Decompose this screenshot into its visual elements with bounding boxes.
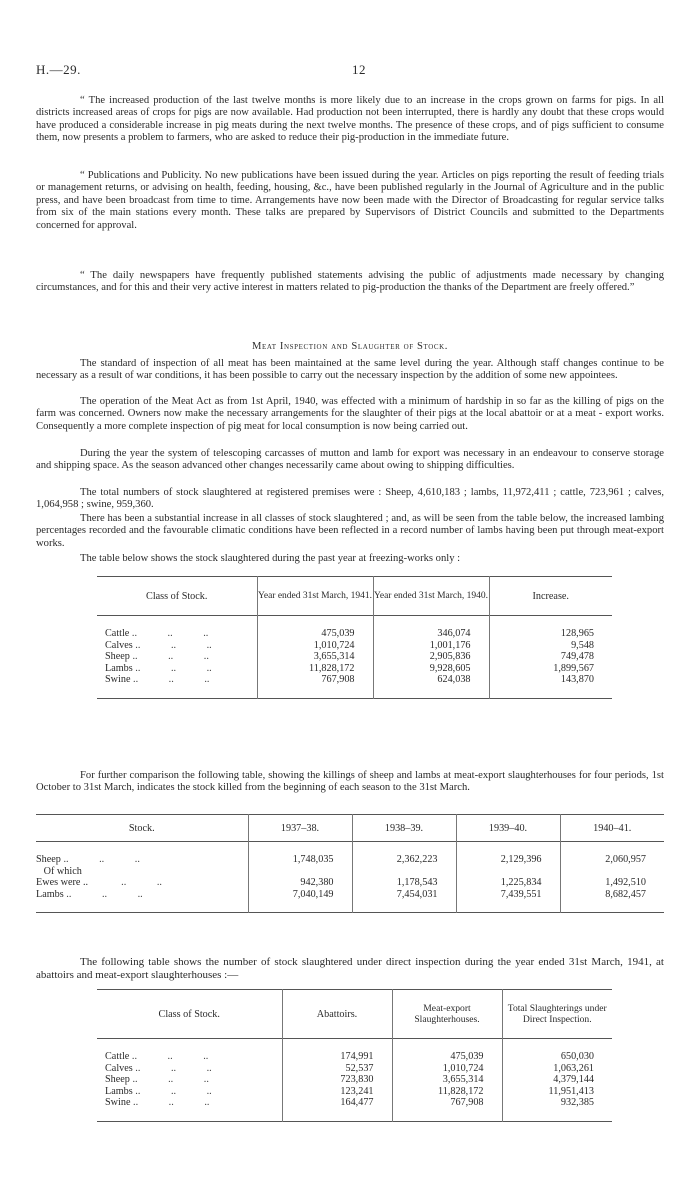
table-direct-inspection xyxy=(97,989,612,1122)
column-header: 1939–40. xyxy=(456,815,560,842)
table-cell: 767,908 xyxy=(257,674,373,686)
paragraph: The following table shows the number of stock slaughtered under direct inspection during the year ended 31st March, 1941, at abattoirs and meat-export slaughterhouses :— xyxy=(36,956,664,982)
leader-dots: .. .. .. xyxy=(135,1062,212,1074)
row-label: Ewes were .. xyxy=(36,877,89,888)
table-cell: 7,439,551 xyxy=(456,889,560,901)
table-row xyxy=(36,854,664,866)
table-cell: 7,040,149 xyxy=(248,889,352,901)
table-row xyxy=(97,1074,612,1086)
leader-dots: .. .. .. xyxy=(135,1085,212,1097)
table-row xyxy=(97,1086,612,1098)
table-cell: 475,039 xyxy=(257,628,373,640)
leader-dots: .. .. .. xyxy=(63,854,140,865)
column-header: 1940–41. xyxy=(560,815,664,842)
leader-dots: .. .. .. xyxy=(131,1051,209,1062)
table-cell: 143,870 xyxy=(489,674,612,686)
table-cell: 8,682,457 xyxy=(560,889,664,901)
table-cell: 128,965 xyxy=(489,628,612,640)
table-header-row xyxy=(97,577,612,616)
table-cell: 9,928,605 xyxy=(373,663,489,675)
table-cell: 11,828,172 xyxy=(392,1086,502,1098)
table-row xyxy=(97,651,612,663)
table-cell: 1,225,834 xyxy=(456,877,560,889)
table-cell: 749,478 xyxy=(489,651,612,663)
table-cell: 1,178,543 xyxy=(352,877,456,889)
row-label: Swine xyxy=(105,674,131,685)
table-cell: 624,038 xyxy=(373,674,489,686)
column-header: 1937–38. xyxy=(248,815,352,842)
row-label: Lambs xyxy=(105,662,133,674)
paragraph: The standard of inspection of all meat has been maintained at the same level during the year. Although staff changes continue to be necessary as a result of war conditions, it has been possible to carry out the necessary inspection by the addition of some new appointees. xyxy=(36,358,664,382)
leader-dots: .. .. .. xyxy=(131,628,209,639)
table-cell: 1,010,724 xyxy=(257,640,373,652)
table-row xyxy=(36,877,664,889)
table-cell: 11,951,413 xyxy=(502,1086,612,1098)
leader-dots: .. .. .. xyxy=(135,639,212,651)
table-cell: 164,477 xyxy=(282,1097,392,1109)
table-cell: 3,655,314 xyxy=(392,1074,502,1086)
table-row xyxy=(97,1097,612,1109)
table-cell: 1,748,035 xyxy=(248,854,352,866)
table-cell: 3,655,314 xyxy=(257,651,373,663)
table-row xyxy=(97,1063,612,1075)
table-cell: 123,241 xyxy=(282,1086,392,1098)
row-label: Cattle xyxy=(105,628,130,639)
table-cell: 767,908 xyxy=(392,1097,502,1109)
table-cell: 1,492,510 xyxy=(560,877,664,889)
paragraph: “ Publications and Publicity. No new publications have been issued during the year. Articles on pigs reporting the result of feeding trials or management returns, or advising on health, feeding, housing, &c., have been published regularly in the Journal of Agriculture and in the public press, and have been broadcast from time to time. Arrangements have now been made with the Director of Broadcasting for regular service talks from six of the main stations every month. These talks are prepared by Supervisors of District Councils and submitted to the Departments concerned for approval. xyxy=(36,170,664,231)
paragraph: “ The increased production of the last twelve months is more likely due to an increase in the crops grown on farms for pigs. In all districts increased areas of crops for pigs are now available. Had production not been interrupted, there is hardly any doubt that these crops would have produced a considerable increase in pig meats during the next twelve months. The presence of these crops, and of pigs sufficient to consume them, now presents a problem to farmers, who are asked to reduce their pig-production in the immediate future. xyxy=(36,95,664,144)
table-cell: 2,060,957 xyxy=(560,854,664,866)
paragraph: During the year the system of telescoping carcasses of mutton and lamb for export was necessary in an endeavour to conserve storage and shipping space. As the season advanced other changes necessarily came about owing to shipping difficulties. xyxy=(36,448,664,472)
table-cell: 2,905,836 xyxy=(373,651,489,663)
table-cell: 1,899,567 xyxy=(489,663,612,675)
table-cell: 932,385 xyxy=(502,1097,612,1109)
table-row xyxy=(97,674,612,686)
table-cell: 650,030 xyxy=(502,1051,612,1063)
table-season-comparison xyxy=(36,814,664,913)
table-cell: 1,001,176 xyxy=(373,640,489,652)
report-code: H.—29. xyxy=(36,62,81,77)
leader-dots: .. .. .. xyxy=(132,651,209,662)
column-header: Stock. xyxy=(128,822,155,834)
table-cell: 475,039 xyxy=(392,1051,502,1063)
page-number: 12 xyxy=(352,62,366,77)
column-header: 1938–39. xyxy=(352,815,456,842)
column-header: Abattoirs. xyxy=(282,990,392,1039)
column-header: Class of Stock. xyxy=(146,590,208,602)
row-label: Sheep xyxy=(105,651,130,662)
table-cell: 2,129,396 xyxy=(456,854,560,866)
leader-dots: .. .. .. xyxy=(132,1074,209,1085)
leader-dots: .. .. .. xyxy=(133,1097,210,1108)
paragraph: The total numbers of stock slaughtered at registered premises were : Sheep, 4,610,183 ; lambs, 11,972,411 ; cattle, 723,961 ; calves, 1,064,958 ; swine, 959,360. xyxy=(36,487,664,511)
table-cell: 11,828,172 xyxy=(257,663,373,675)
table-cell: 346,074 xyxy=(373,628,489,640)
table-freezing-works xyxy=(97,576,612,699)
table-cell: 723,830 xyxy=(282,1074,392,1086)
column-header: Total Slaughterings under Direct Inspection. xyxy=(502,990,612,1039)
table-cell: 2,362,223 xyxy=(352,854,456,866)
column-header: Year ended 31st March, 1941. xyxy=(257,577,373,616)
leader-dots: .. .. .. xyxy=(135,662,212,674)
table-cell: 4,379,144 xyxy=(502,1074,612,1086)
paragraph: The operation of the Meat Act as from 1st April, 1940, was effected with a minimum of hardship in so far as the killing of pigs on the farm was concerned. Owners now make the necessary arrangements for the slaughter of their pigs at the local abattoir or at a meat - export works. Consequently a more complete inspection of pig meat for local consumption is now being carried out. xyxy=(36,396,664,432)
table-cell: 174,991 xyxy=(282,1051,392,1063)
paragraph: The table below shows the stock slaughtered during the past year at freezing-works only : xyxy=(80,553,461,564)
column-header: Class of Stock. xyxy=(158,1008,220,1020)
table-header-row xyxy=(97,990,612,1039)
row-label: Lambs xyxy=(36,888,64,900)
paragraph: “ The daily newspapers have frequently published statements advising the public of adjustments made necessary by changing circumstances, and for this and their very active interest in matters related to pig-production the thanks of the Department are freely offered.” xyxy=(36,270,664,294)
section-heading: Meat Inspection and Slaughter of Stock. xyxy=(251,341,449,352)
row-label: Lambs xyxy=(105,1085,133,1097)
table-cell: 9,548 xyxy=(489,640,612,652)
table-cell: 1,063,261 xyxy=(502,1063,612,1075)
row-label: Calves xyxy=(105,1062,133,1074)
leader-dots: .. .. .. xyxy=(133,674,210,685)
row-label: Calves xyxy=(105,639,133,651)
table-row xyxy=(36,866,664,878)
table-cell: 942,380 xyxy=(248,877,352,889)
row-label: Of which xyxy=(36,865,82,877)
paragraph: There has been a substantial increase in all classes of stock slaughtered ; and, as will be seen from the table below, the increased lambing percentages recorded and the favourable climatic conditions have been reflected in a record number of lambs having been put through meat-export works. xyxy=(36,513,664,549)
row-label: Sheep xyxy=(105,1074,130,1085)
column-header: Meat-export Slaughterhouses. xyxy=(392,990,502,1039)
table-row xyxy=(97,640,612,652)
row-label: Swine xyxy=(105,1097,131,1108)
table-header-row xyxy=(36,815,664,842)
leader-dots: .. .. .. xyxy=(66,888,143,900)
table-cell: 1,010,724 xyxy=(392,1063,502,1075)
table-row xyxy=(97,663,612,675)
table-row xyxy=(36,889,664,901)
paragraph: For further comparison the following table, showing the killings of sheep and lambs at meat-export slaughterhouses for four periods, 1st October to 31st March, indicates the stock killed from the beginning of each season to the 31st March. xyxy=(36,770,664,794)
row-label: Cattle xyxy=(105,1051,130,1062)
table-cell: 52,537 xyxy=(282,1063,392,1075)
table-row xyxy=(97,1051,612,1063)
column-header: Increase. xyxy=(489,577,612,616)
column-header: Year ended 31st March, 1940. xyxy=(373,577,489,616)
table-row xyxy=(97,628,612,640)
leader-dots: .. .. xyxy=(90,877,162,888)
row-label: Sheep xyxy=(36,854,61,865)
table-cell: 7,454,031 xyxy=(352,889,456,901)
